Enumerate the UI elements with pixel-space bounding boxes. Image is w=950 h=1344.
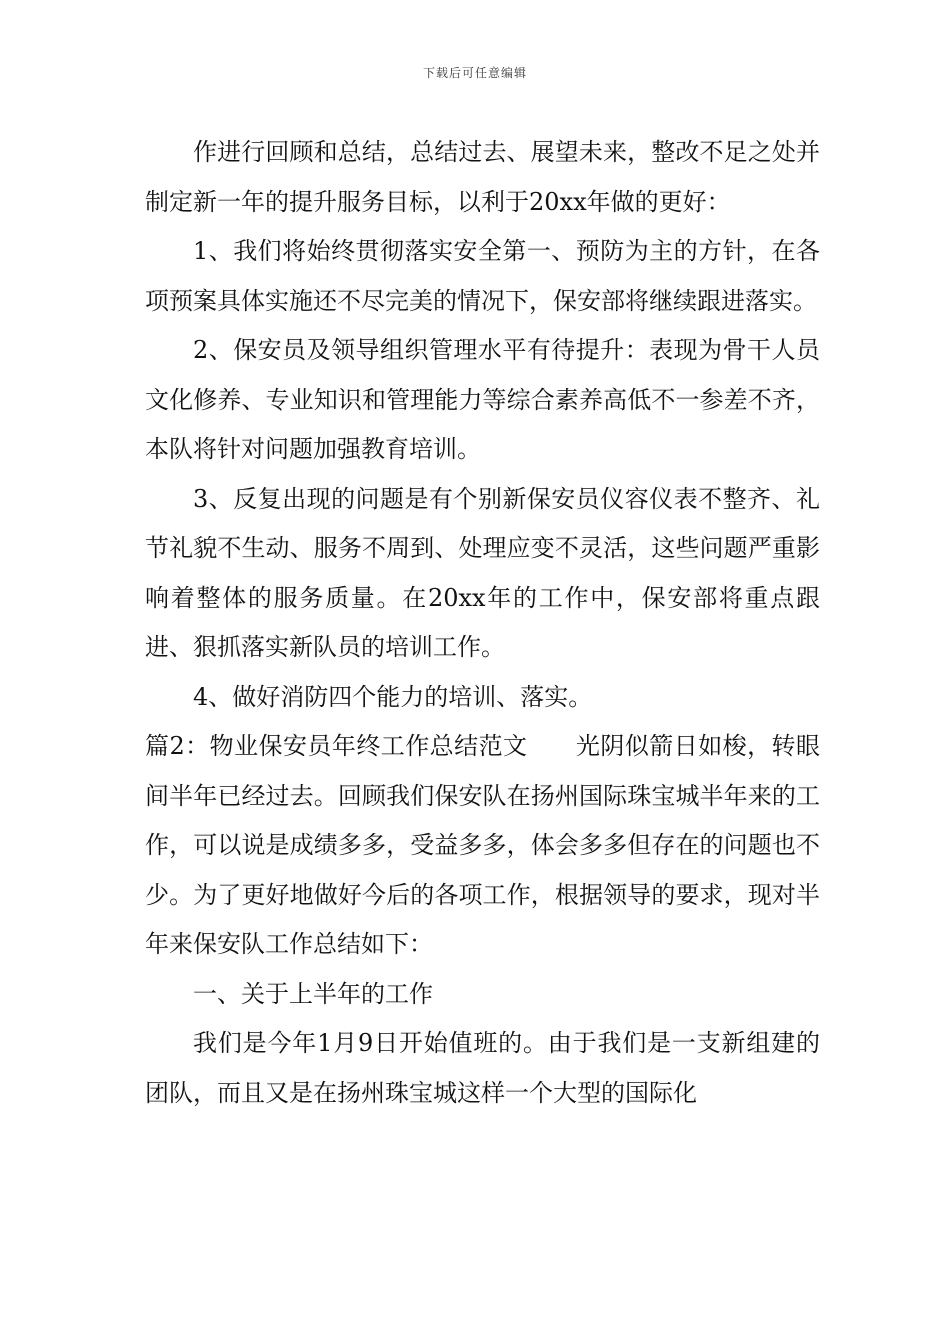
paragraph-item-2: 2、保安员及领导组织管理水平有待提升：表现为骨干人员文化修养、专业知识和管理能力等综合素养高低不一参差不齐，本队将针对问题加强教育培训。 [145, 336, 820, 463]
paragraph-intro: 作进行回顾和总结，总结过去、展望未来，整改不足之处并制定新一年的提升服务目标，以利于20xx年做的更好： [145, 138, 820, 216]
document-body [145, 128, 820, 1118]
paragraph-start-date: 我们是今年1月9日开始值班的。由于我们是一支新组建的团队，而且又是在扬州珠宝城这样一个大型的国际化 [145, 1029, 820, 1107]
paragraph-item-1: 1、我们将始终贯彻落实安全第一、预防为主的方针，在各项预案具体实施还不尽完美的情况下，保安部将继续跟进落实。 [145, 237, 820, 315]
paragraph-item-3: 3、反复出现的问题是有个别新保安员仪容仪表不整齐、礼节礼貌不生动、服务不周到、处理应变不灵活，这些问题严重影响着整体的服务质量。在20xx年的工作中，保安部将重点跟进、狠抓落实新队员的培训工作。 [145, 484, 820, 661]
section-2-paragraph [145, 722, 820, 970]
subsection-heading: 一、关于上半年的工作 [193, 979, 433, 1008]
page-header: 下载后可任意编辑 [422, 66, 527, 80]
section-2-text: 光阴似箭日如梭，转眼间半年已经过去。回顾我们保安队在扬州国际珠宝城半年来的工作，可以说是成绩多多，受益多多，体会多多但存在的问题也不少。为了更好地做好今后的各项工作，根据领导的要求，现对半年来保安队工作总结如下： [145, 732, 820, 958]
section-2-heading: 篇2：物业保安员年终工作总结范文 [145, 732, 528, 760]
paragraph-item-4: 4、做好消防四个能力的培训、落实。 [193, 682, 593, 711]
